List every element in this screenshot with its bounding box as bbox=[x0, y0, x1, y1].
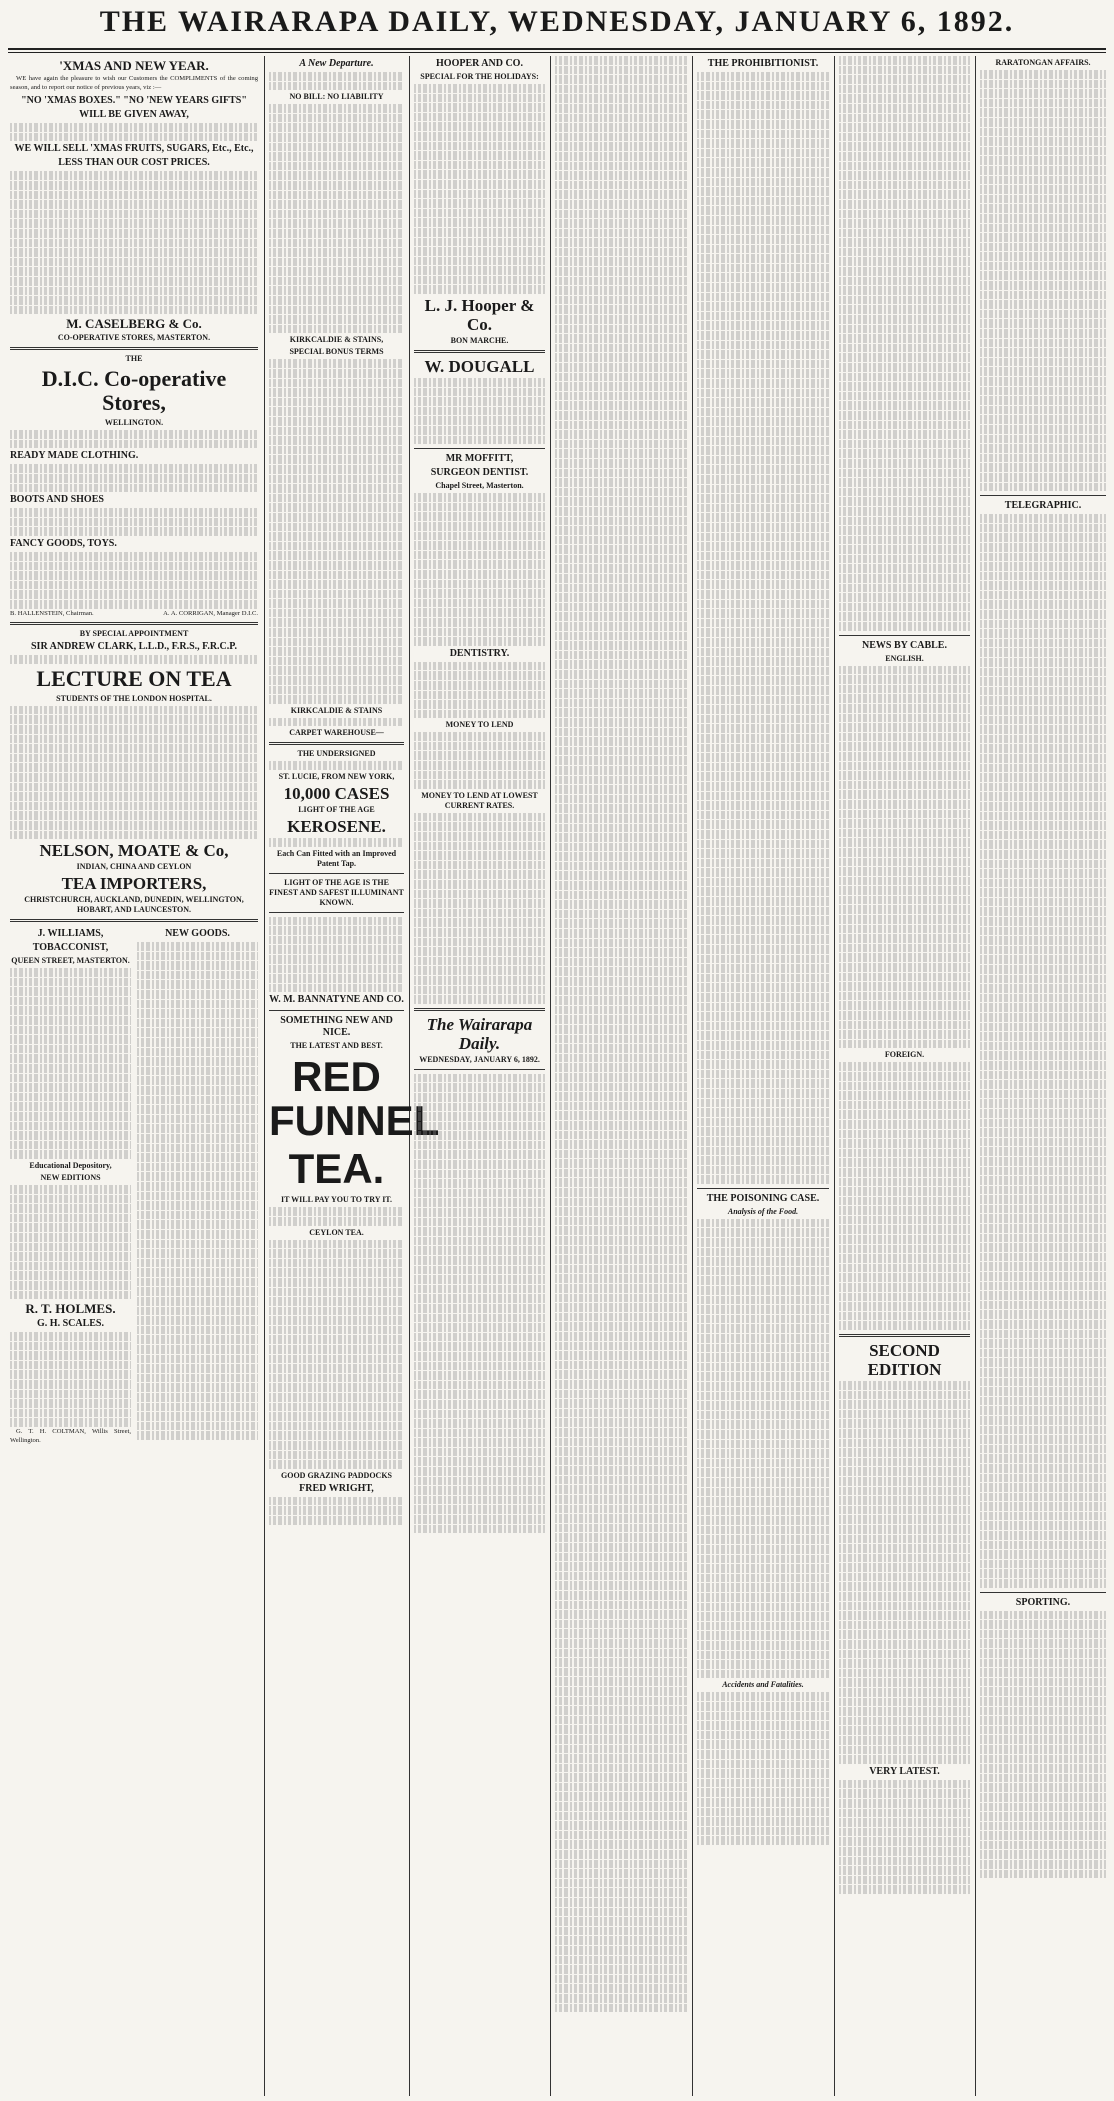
masthead bbox=[0, 4, 1114, 48]
educational-depository: Educational Depository, bbox=[29, 1160, 112, 1170]
lj-hooper: L. J. Hooper & Co. bbox=[424, 296, 535, 335]
masthead-rule bbox=[8, 48, 1106, 50]
kerosene: KEROSENE. bbox=[287, 817, 386, 836]
column-news-7 bbox=[980, 56, 1106, 2096]
by-special-appointment: BY SPECIAL APPOINTMENT bbox=[79, 629, 189, 639]
new-goods-heading: NEW GOODS. bbox=[165, 928, 230, 940]
second-edition: SECOND EDITION bbox=[867, 1341, 942, 1379]
light-of-age: LIGHT OF THE AGE bbox=[298, 805, 375, 814]
latest-best: THE LATEST AND BEST. bbox=[290, 1041, 383, 1051]
foreign-heading: FOREIGN. bbox=[884, 1050, 925, 1060]
column-rule bbox=[550, 56, 551, 2096]
money-to-lend-2: MONEY TO LEND AT LOWEST CURRENT RATES. bbox=[421, 790, 538, 810]
analysis-food: Analysis of the Food. bbox=[727, 1206, 799, 1216]
column-rule bbox=[264, 56, 265, 2096]
queen-street: QUEEN STREET, MASTERTON. bbox=[11, 956, 130, 966]
corrigan-sign: A. A. CORRIGAN, Manager D.I.C. bbox=[163, 609, 258, 617]
column-rule bbox=[975, 56, 976, 2096]
dougall: W. DOUGALL bbox=[424, 357, 535, 377]
the-label: THE bbox=[125, 354, 143, 364]
hooper-heading: HOOPER AND CO. bbox=[436, 58, 523, 69]
raratongan-heading: RARATONGAN AFFAIRS. bbox=[995, 58, 1091, 67]
lecture-on-tea: LECTURE ON TEA bbox=[36, 665, 232, 691]
no-boxes-heading: "NO 'XMAS BOXES." "NO 'NEW YEARS GIFTS" bbox=[21, 95, 247, 107]
accidents-heading: Accidents and Fatalities. bbox=[722, 1680, 804, 1690]
english-heading: ENGLISH. bbox=[885, 653, 924, 663]
poisoning-case-heading: THE POISONING CASE. bbox=[706, 1192, 820, 1204]
masthead-title: THE WAIRARAPA DAILY, WEDNESDAY, JANUARY 6, 1892. bbox=[99, 5, 1015, 38]
bon-marche: BON MARCHE. bbox=[450, 336, 509, 346]
column-news-4 bbox=[555, 56, 687, 2096]
news-by-cable: NEWS BY CABLE. bbox=[862, 639, 947, 651]
boots-heading: BOOTS AND SHOES bbox=[10, 494, 104, 506]
something-new: SOMETHING NEW AND NICE. bbox=[280, 1015, 393, 1039]
students-heading: STUDENTS OF THE LONDON HOSPITAL. bbox=[56, 693, 212, 703]
column-news-6 bbox=[839, 56, 970, 2096]
xmas-intro: WE have again the pleasure to wish our Customers the COMPLIMENTS of the coming season, and to report our notice of previous years, viz :— bbox=[10, 75, 258, 91]
tin-tap: Each Can Fitted with an Improved Patent Tap. bbox=[276, 848, 397, 868]
lucie: ST. LUCIE, FROM NEW YORK, bbox=[278, 772, 395, 781]
sporting-heading: SPORTING. bbox=[1015, 1596, 1071, 1608]
clark-name: SIR ANDREW CLARK, L.L.D., F.R.S., F.R.C.P. bbox=[31, 641, 237, 653]
prohibitionist-heading: THE PROHIBITIONIST. bbox=[707, 58, 819, 69]
will-be-given: WILL BE GIVEN AWAY, bbox=[79, 109, 189, 121]
money-to-lend-1: MONEY TO LEND bbox=[445, 720, 514, 730]
fred-wright: FRED WRIGHT, bbox=[299, 1482, 374, 1494]
fancy-goods-heading: FANCY GOODS, TOYS. bbox=[10, 538, 117, 550]
column-rule bbox=[409, 56, 410, 2096]
carpet-warehouse: CARPET WAREHOUSE— bbox=[289, 728, 384, 738]
bannatyne: W. M. BANNATYNE AND CO. bbox=[269, 994, 404, 1006]
column-news-5 bbox=[697, 56, 829, 2096]
column-rule bbox=[692, 56, 693, 2096]
tea-importers: TEA IMPORTERS, bbox=[61, 874, 207, 894]
dentistry: DENTISTRY. bbox=[449, 647, 510, 659]
column-ads-3 bbox=[414, 56, 545, 2096]
ceylon-tea: CEYLON TEA. bbox=[309, 1227, 364, 1237]
column-advertisements-left bbox=[10, 56, 258, 2096]
williams-name: J. WILLIAMS, bbox=[37, 928, 104, 940]
wairarapa-daily-heading: The Wairarapa Daily. bbox=[426, 1014, 533, 1053]
kirkcaldie-1: KIRKCALDIE & STAINS, bbox=[289, 335, 384, 345]
no-bill-heading: NO BILL: NO LIABILITY bbox=[289, 92, 384, 102]
red-funnel: RED FUNNEL bbox=[269, 1053, 440, 1145]
indian-china: INDIAN, CHINA AND CEYLON bbox=[76, 862, 192, 872]
caselberg-name: M. CASELBERG & Co. bbox=[66, 316, 202, 332]
new-departure-heading: A New Departure. bbox=[299, 58, 374, 69]
will-pay: IT WILL PAY YOU TO TRY IT. bbox=[280, 1195, 393, 1205]
less-than-cost: LESS THAN OUR COST PRICES. bbox=[58, 157, 210, 169]
chapel-street: Chapel Street, Masterton. bbox=[435, 481, 524, 491]
holmes-name: R. T. HOLMES. bbox=[25, 1301, 116, 1317]
red-funnel-tea: TEA. bbox=[288, 1145, 385, 1193]
surgeon-dentist: SURGEON DENTIST. bbox=[430, 467, 529, 479]
new-editions: NEW EDITIONS bbox=[40, 1172, 101, 1182]
masthead-rule-thin bbox=[8, 52, 1106, 53]
nelson-moate: NELSON, MOATE & Co, bbox=[39, 841, 229, 861]
caselberg-sub: CO-OPERATIVE STORES, MASTERTON. bbox=[57, 333, 211, 343]
telegraphic-heading: TELEGRAPHIC. bbox=[1004, 500, 1082, 512]
kirkcaldie-2: KIRKCALDIE & STAINS bbox=[290, 705, 383, 715]
column-ads-2 bbox=[269, 56, 440, 2096]
will-sell-heading: WE WILL SELL 'XMAS FRUITS, SUGARS, Etc., Etc., bbox=[14, 143, 254, 155]
ready-made-heading: READY MADE CLOTHING. bbox=[10, 450, 139, 462]
paddocks: GOOD GRAZING PADDOCKS bbox=[281, 1470, 392, 1480]
xmas-heading: 'XMAS AND NEW YEAR. bbox=[59, 58, 209, 73]
dic-title: D.I.C. Co-operative Stores, bbox=[41, 366, 227, 416]
coltman-ad: G. T. H. COLTMAN, Willis Street, Wellington. bbox=[10, 1428, 131, 1444]
hallenstein-sign: B. HALLENSTEIN, Chairman. bbox=[10, 609, 94, 617]
moffitt: MR MOFFITT, bbox=[445, 453, 514, 465]
scales-name: G. H. SCALES. bbox=[37, 1318, 104, 1330]
undersigned: THE UNDERSIGNED bbox=[297, 749, 376, 759]
cases-count: 10,000 CASES bbox=[283, 784, 390, 803]
tobacconist-heading: TOBACCONIST, bbox=[32, 942, 109, 954]
cities-list: CHRISTCHURCH, AUCKLAND, DUNEDIN, WELLINGTON, HOBART, AND LAUNCESTON. bbox=[24, 895, 244, 915]
special-for-holidays: SPECIAL FOR THE HOLIDAYS: bbox=[420, 72, 539, 81]
world-finest: LIGHT OF THE AGE IS THE FINEST AND SAFEST ILLUMINANT KNOWN. bbox=[269, 877, 404, 907]
special-bonus-terms: SPECIAL BONUS TERMS bbox=[289, 347, 384, 357]
dic-wellington: WELLINGTON. bbox=[104, 418, 164, 428]
column-rule bbox=[834, 56, 835, 2096]
very-latest: VERY LATEST. bbox=[869, 1765, 940, 1777]
editorial-date: WEDNESDAY, JANUARY 6, 1892. bbox=[419, 1054, 540, 1064]
